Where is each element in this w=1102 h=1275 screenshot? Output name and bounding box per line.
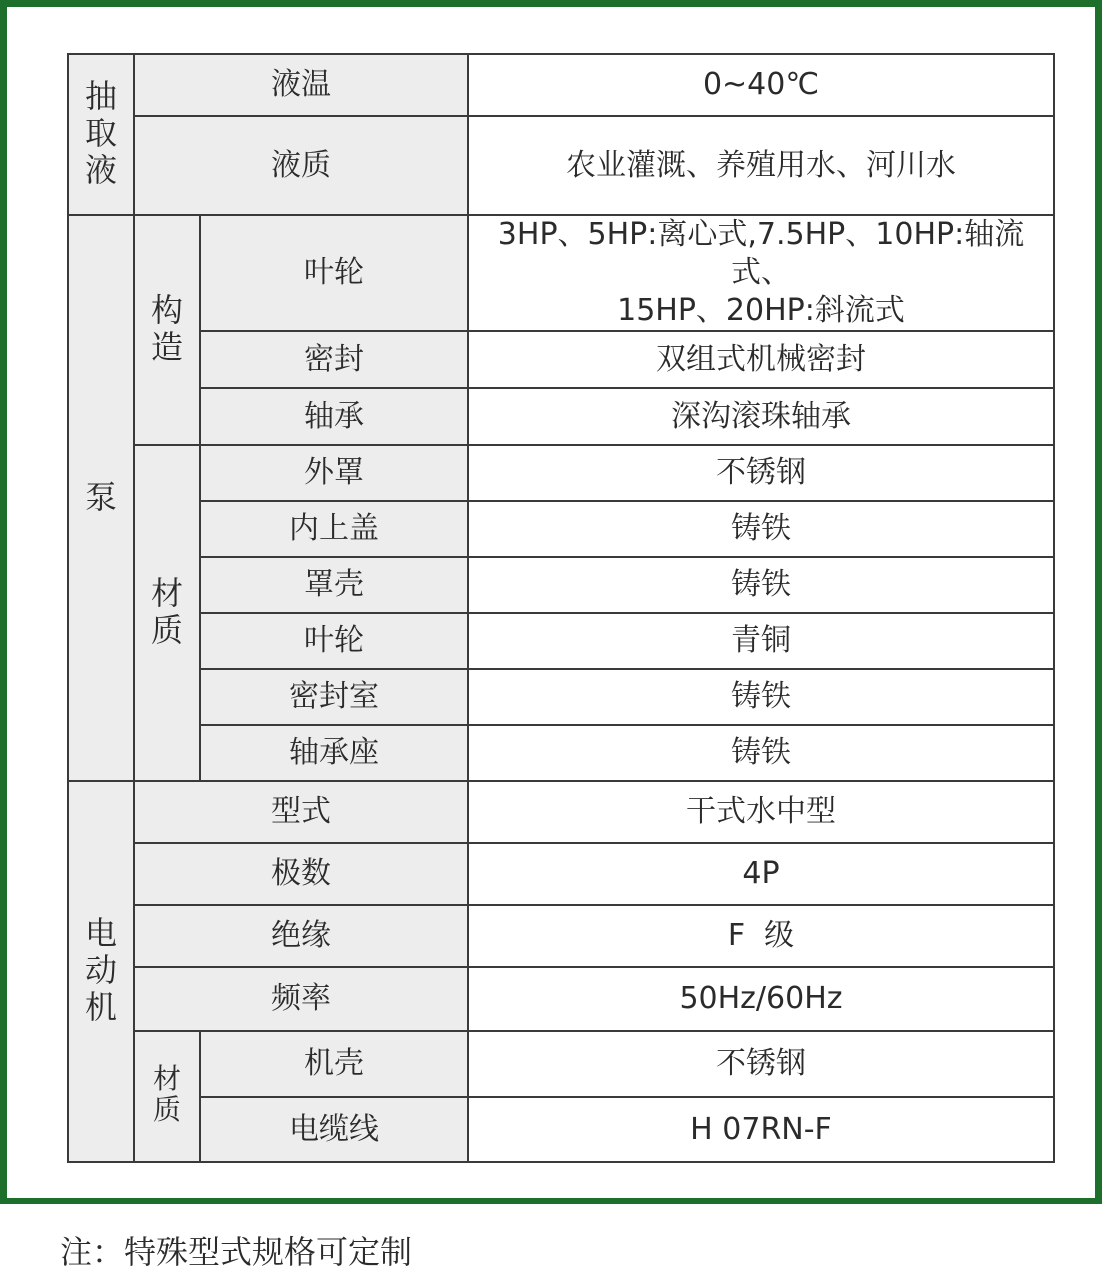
- table-row: [68, 445, 1054, 501]
- row-label: 内上盖: [200, 501, 468, 557]
- row-label: 叶轮: [200, 613, 468, 669]
- row-label: 绝缘: [134, 905, 468, 967]
- table-row: [68, 669, 1054, 725]
- subsection-material: [134, 445, 200, 781]
- row-label: 极数: [134, 843, 468, 905]
- row-value: 50Hz/60Hz: [468, 967, 1054, 1031]
- row-label: 液质: [134, 116, 468, 215]
- subsection-label: 构造: [151, 291, 184, 366]
- table-row: [68, 905, 1054, 967]
- row-label: 电缆线: [200, 1097, 468, 1162]
- subsection-construction: [134, 215, 200, 445]
- table-row: [68, 215, 1054, 331]
- row-value: 双组式机械密封: [468, 331, 1054, 388]
- table-row: [68, 725, 1054, 781]
- value-line: 3HP、5HP:离心式,7.5HP、10HP:轴流式、: [497, 217, 1025, 290]
- subsection-label: 材质: [153, 1062, 182, 1126]
- table-row: [68, 843, 1054, 905]
- value-line: 15HP、20HP:斜流式: [617, 293, 905, 328]
- table-row: [68, 388, 1054, 445]
- table-row: [68, 613, 1054, 669]
- section-motor: [68, 781, 134, 1162]
- table-row: [68, 781, 1054, 843]
- row-value: 0~40℃: [468, 54, 1054, 116]
- subsection-motor-material: [134, 1031, 200, 1162]
- row-value: 干式水中型: [468, 781, 1054, 843]
- row-value: [468, 215, 1054, 331]
- row-label: 型式: [134, 781, 468, 843]
- table-row: [68, 501, 1054, 557]
- table-row: [68, 1031, 1054, 1097]
- row-label: 机壳: [200, 1031, 468, 1097]
- section-pump: [68, 215, 134, 781]
- row-label: 频率: [134, 967, 468, 1031]
- table-row: [68, 557, 1054, 613]
- row-value: 不锈钢: [468, 445, 1054, 501]
- row-label: 轴承座: [200, 725, 468, 781]
- section-label: 泵: [85, 477, 118, 516]
- footnote: 注：特殊型式规格可定制: [60, 1233, 413, 1271]
- row-label: 外罩: [200, 445, 468, 501]
- row-value: 4P: [468, 843, 1054, 905]
- row-label: 液温: [134, 54, 468, 116]
- subsection-label: 材质: [151, 574, 184, 649]
- row-label: 罩壳: [200, 557, 468, 613]
- section-label: 电动机: [85, 914, 118, 1026]
- table-row: [68, 1097, 1054, 1162]
- table-row: [68, 331, 1054, 388]
- row-value: 深沟滚珠轴承: [468, 388, 1054, 445]
- row-value: 铸铁: [468, 725, 1054, 781]
- spec-table: [67, 53, 1055, 1163]
- row-label: 叶轮: [200, 215, 468, 331]
- row-value: 铸铁: [468, 501, 1054, 557]
- row-value: 农业灌溉、养殖用水、河川水: [468, 116, 1054, 215]
- section-label: 抽取液: [85, 77, 118, 189]
- row-value: 铸铁: [468, 557, 1054, 613]
- row-value: 铸铁: [468, 669, 1054, 725]
- row-value: H 07RN-F: [468, 1097, 1054, 1162]
- row-label: 密封室: [200, 669, 468, 725]
- row-value: 青铜: [468, 613, 1054, 669]
- table-row: [68, 54, 1054, 116]
- table-row: [68, 116, 1054, 215]
- table-row: [68, 967, 1054, 1031]
- row-value: 不锈钢: [468, 1031, 1054, 1097]
- row-value: F 级: [468, 905, 1054, 967]
- row-label: 密封: [200, 331, 468, 388]
- section-extract-liquid: [68, 54, 134, 215]
- row-label: 轴承: [200, 388, 468, 445]
